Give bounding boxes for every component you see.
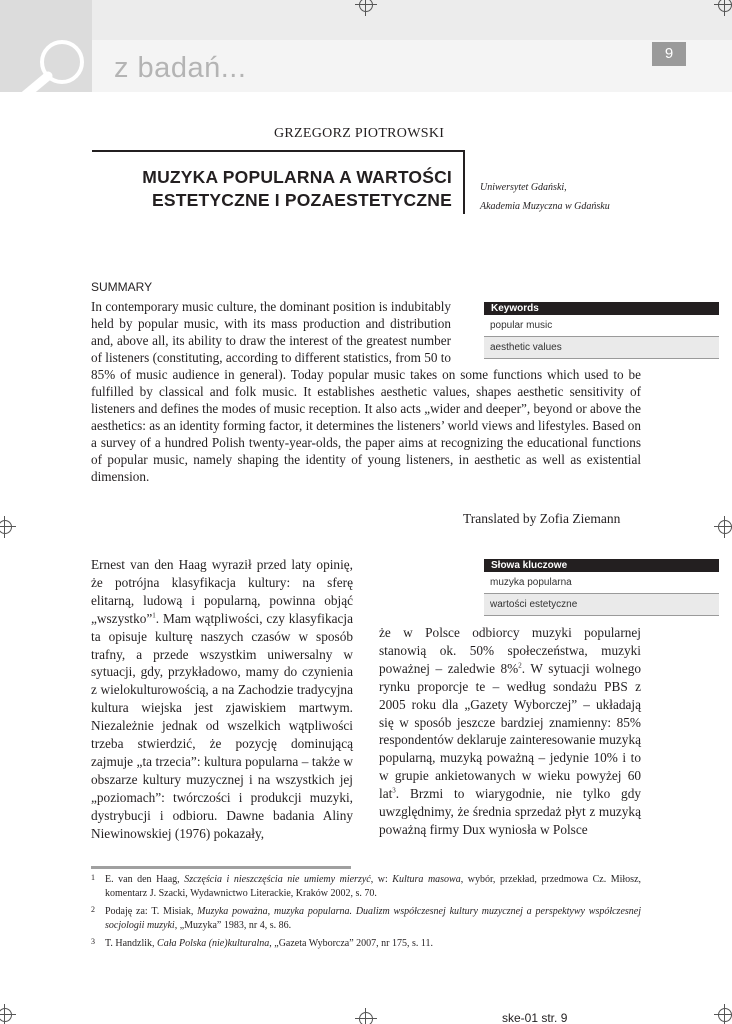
title-rule-vertical <box>463 150 465 214</box>
registration-mark-icon <box>718 520 732 534</box>
footnote <box>91 937 641 951</box>
footnote-rule <box>91 866 351 869</box>
registration-mark-icon <box>718 1008 732 1022</box>
registration-mark-icon <box>359 0 373 12</box>
footnote-italic: Muzyka poważna, muzyka popularna. Dualizm współczesnej kultury muzycznej a perspektywy współczesnej socjologii muzyki <box>105 906 641 931</box>
footnote-italic: Kultura masowa <box>392 874 461 885</box>
body-text: Ernest van den Haag wyraził przed laty opinię, że potrójna klasyfikacja kultury: na sferę elitarną, ludową i popularną, powinna objąć „wszystko” <box>91 557 353 626</box>
footnote-text: , „Muzyka” 1983, nr 4, s. 86. <box>174 920 292 931</box>
registration-mark-icon <box>0 1008 12 1022</box>
keyword-item: aesthetic values <box>484 337 719 359</box>
footnote-number: 2 <box>91 905 95 914</box>
footnote-number: 1 <box>91 873 95 882</box>
footnote-text: E. van den Haag, <box>105 874 185 885</box>
keywords-heading: Słowa kluczowe <box>484 559 719 572</box>
registration-mark-icon <box>0 520 12 534</box>
footnotes <box>91 873 641 955</box>
print-slug: ske-01 str. 9 <box>502 1011 568 1024</box>
keyword-item: popular music <box>484 315 719 337</box>
body-column-right <box>379 624 641 839</box>
affiliation-line: Akademia Muzyczna w Gdańsku <box>480 201 610 212</box>
registration-mark-icon <box>718 0 732 12</box>
footnote-text: T. Handzlik, <box>105 938 158 949</box>
translator-credit: Translated by Zofia Ziemann <box>463 511 621 526</box>
keyword-item: wartości estetyczne <box>484 594 719 616</box>
summary-label: SUMMARY <box>91 280 153 294</box>
registration-mark-icon <box>359 1012 373 1024</box>
body-text: . W sytuacji wolnego rynku proporcje te – według sondażu PBS z 2005 roku dla „Gazety Wyborczej” – układają się w sposób jeszcze bardziej znamienny: 85% respondentów deklaruje zainteresowanie muzyką popularną, muzyką poważną – jedynie 10% i to w grupie ankietowanych w wieku powyżej 60 lat <box>379 660 641 802</box>
page-number: 9 <box>652 42 686 66</box>
footnote-text: , wybór, przekład, przedmowa Cz. Miłosz, komentarz J. Szacki, Wydawnictwo Literackie, Kraków 2002, s. 70. <box>105 874 642 899</box>
summary-body: In contemporary music culture, the dominant position is indubitably held by popular music, with its mass production and distribution and, above all, its ability to draw the interest of the greatest number of listeners (constituting, according to different statistics, from 50 to 85% of music audience in general). Today popular music takes on some functions which used to be fulfilled by classical and folk music. It establishes aesthetic values, shapes aesthetic sensitivity of listeners and defines the modes of music reception. It also acts „wider and deeper”, beyond or above the aesthetics: as an identity forming factor, it determines the listeners’ world views and lifestyles. Based on a survey of a hundred Polish twenty-year-olds, the paper aims at recognizing the educational functions of popular music, namely shaping the identity of young listeners, in aesthetic as well as existential dimension. <box>91 299 641 484</box>
body-column-left <box>91 556 353 843</box>
footnote-text: , w: <box>370 874 393 885</box>
title-line: ESTETYCZNE I POZAESTETYCZNE <box>151 190 452 210</box>
footnote-number: 3 <box>91 937 95 946</box>
title-line: MUZYKA POPULARNA A WARTOŚCI <box>142 167 452 187</box>
body-text: . Mam wątpliwości, czy klasyfikacja ta opisuje kulturę naszych czasów w sposób trafny, a przede wszystkim uniwersalny w sytuacji, gdy, przykładowo, mamy do czynienia z wielokulturowością, a na Zachodzie tradycyjna kultura wiejska jest zjawiskiem martwym. Niezależnie jednak od wszelkich wątpliwości trzeba stwierdzić, że pozycję dominującą zajmuje „ta trzecia”: kultura popularna – także w obszarze kultury muzycznej i na wszystkich jej „poziomach”: twórczości i produkcji muzyki, dystrybucji i odbioru. Dawne badania Aliny Niewinowskiej (1976) pokazały, <box>91 610 353 841</box>
footnote-ref: 3 <box>392 786 396 795</box>
author-name: GRZEGORZ PIOTROWSKI <box>274 126 445 141</box>
footnote-italic: Szczęścia i nieszczęścia nie umiemy mierzyć <box>184 874 371 885</box>
footnote-text: Podaję za: T. Misiak, <box>105 906 198 917</box>
keywords-heading: Keywords <box>484 302 719 315</box>
header-band <box>92 0 732 40</box>
footnote-ref: 1 <box>152 611 156 620</box>
author-affiliation <box>480 178 610 216</box>
title-rule-horizontal <box>92 150 464 152</box>
footnote <box>91 873 641 901</box>
keywords-box-en <box>484 302 719 359</box>
keyword-item: muzyka popularna <box>484 572 719 594</box>
affiliation-line: Uniwersytet Gdański, <box>480 182 567 193</box>
footnote-text: , „Gazeta Wyborcza” 2007, nr 175, s. 11. <box>269 938 434 949</box>
magnifier-icon <box>14 40 92 92</box>
footnote <box>91 905 641 933</box>
footnote-italic: Cała Polska (nie)kulturalna <box>157 938 270 949</box>
footnote-ref: 2 <box>518 661 522 670</box>
keywords-box-pl <box>484 559 719 616</box>
section-title: z badań... <box>114 52 247 84</box>
body-text: . Brzmi to wiarygodnie, nie tylko gdy uwzględnimy, że średnia sprzedaż płyt z muzyką poważną firmy Dux wyniosła w Polsce <box>379 786 641 837</box>
article-title <box>100 166 452 212</box>
body-text: że w Polsce odbiorcy muzyki popularnej stanowią ok. 50% społeczeństwa, muzyki poważnej – zaledwie 8% <box>379 625 641 676</box>
